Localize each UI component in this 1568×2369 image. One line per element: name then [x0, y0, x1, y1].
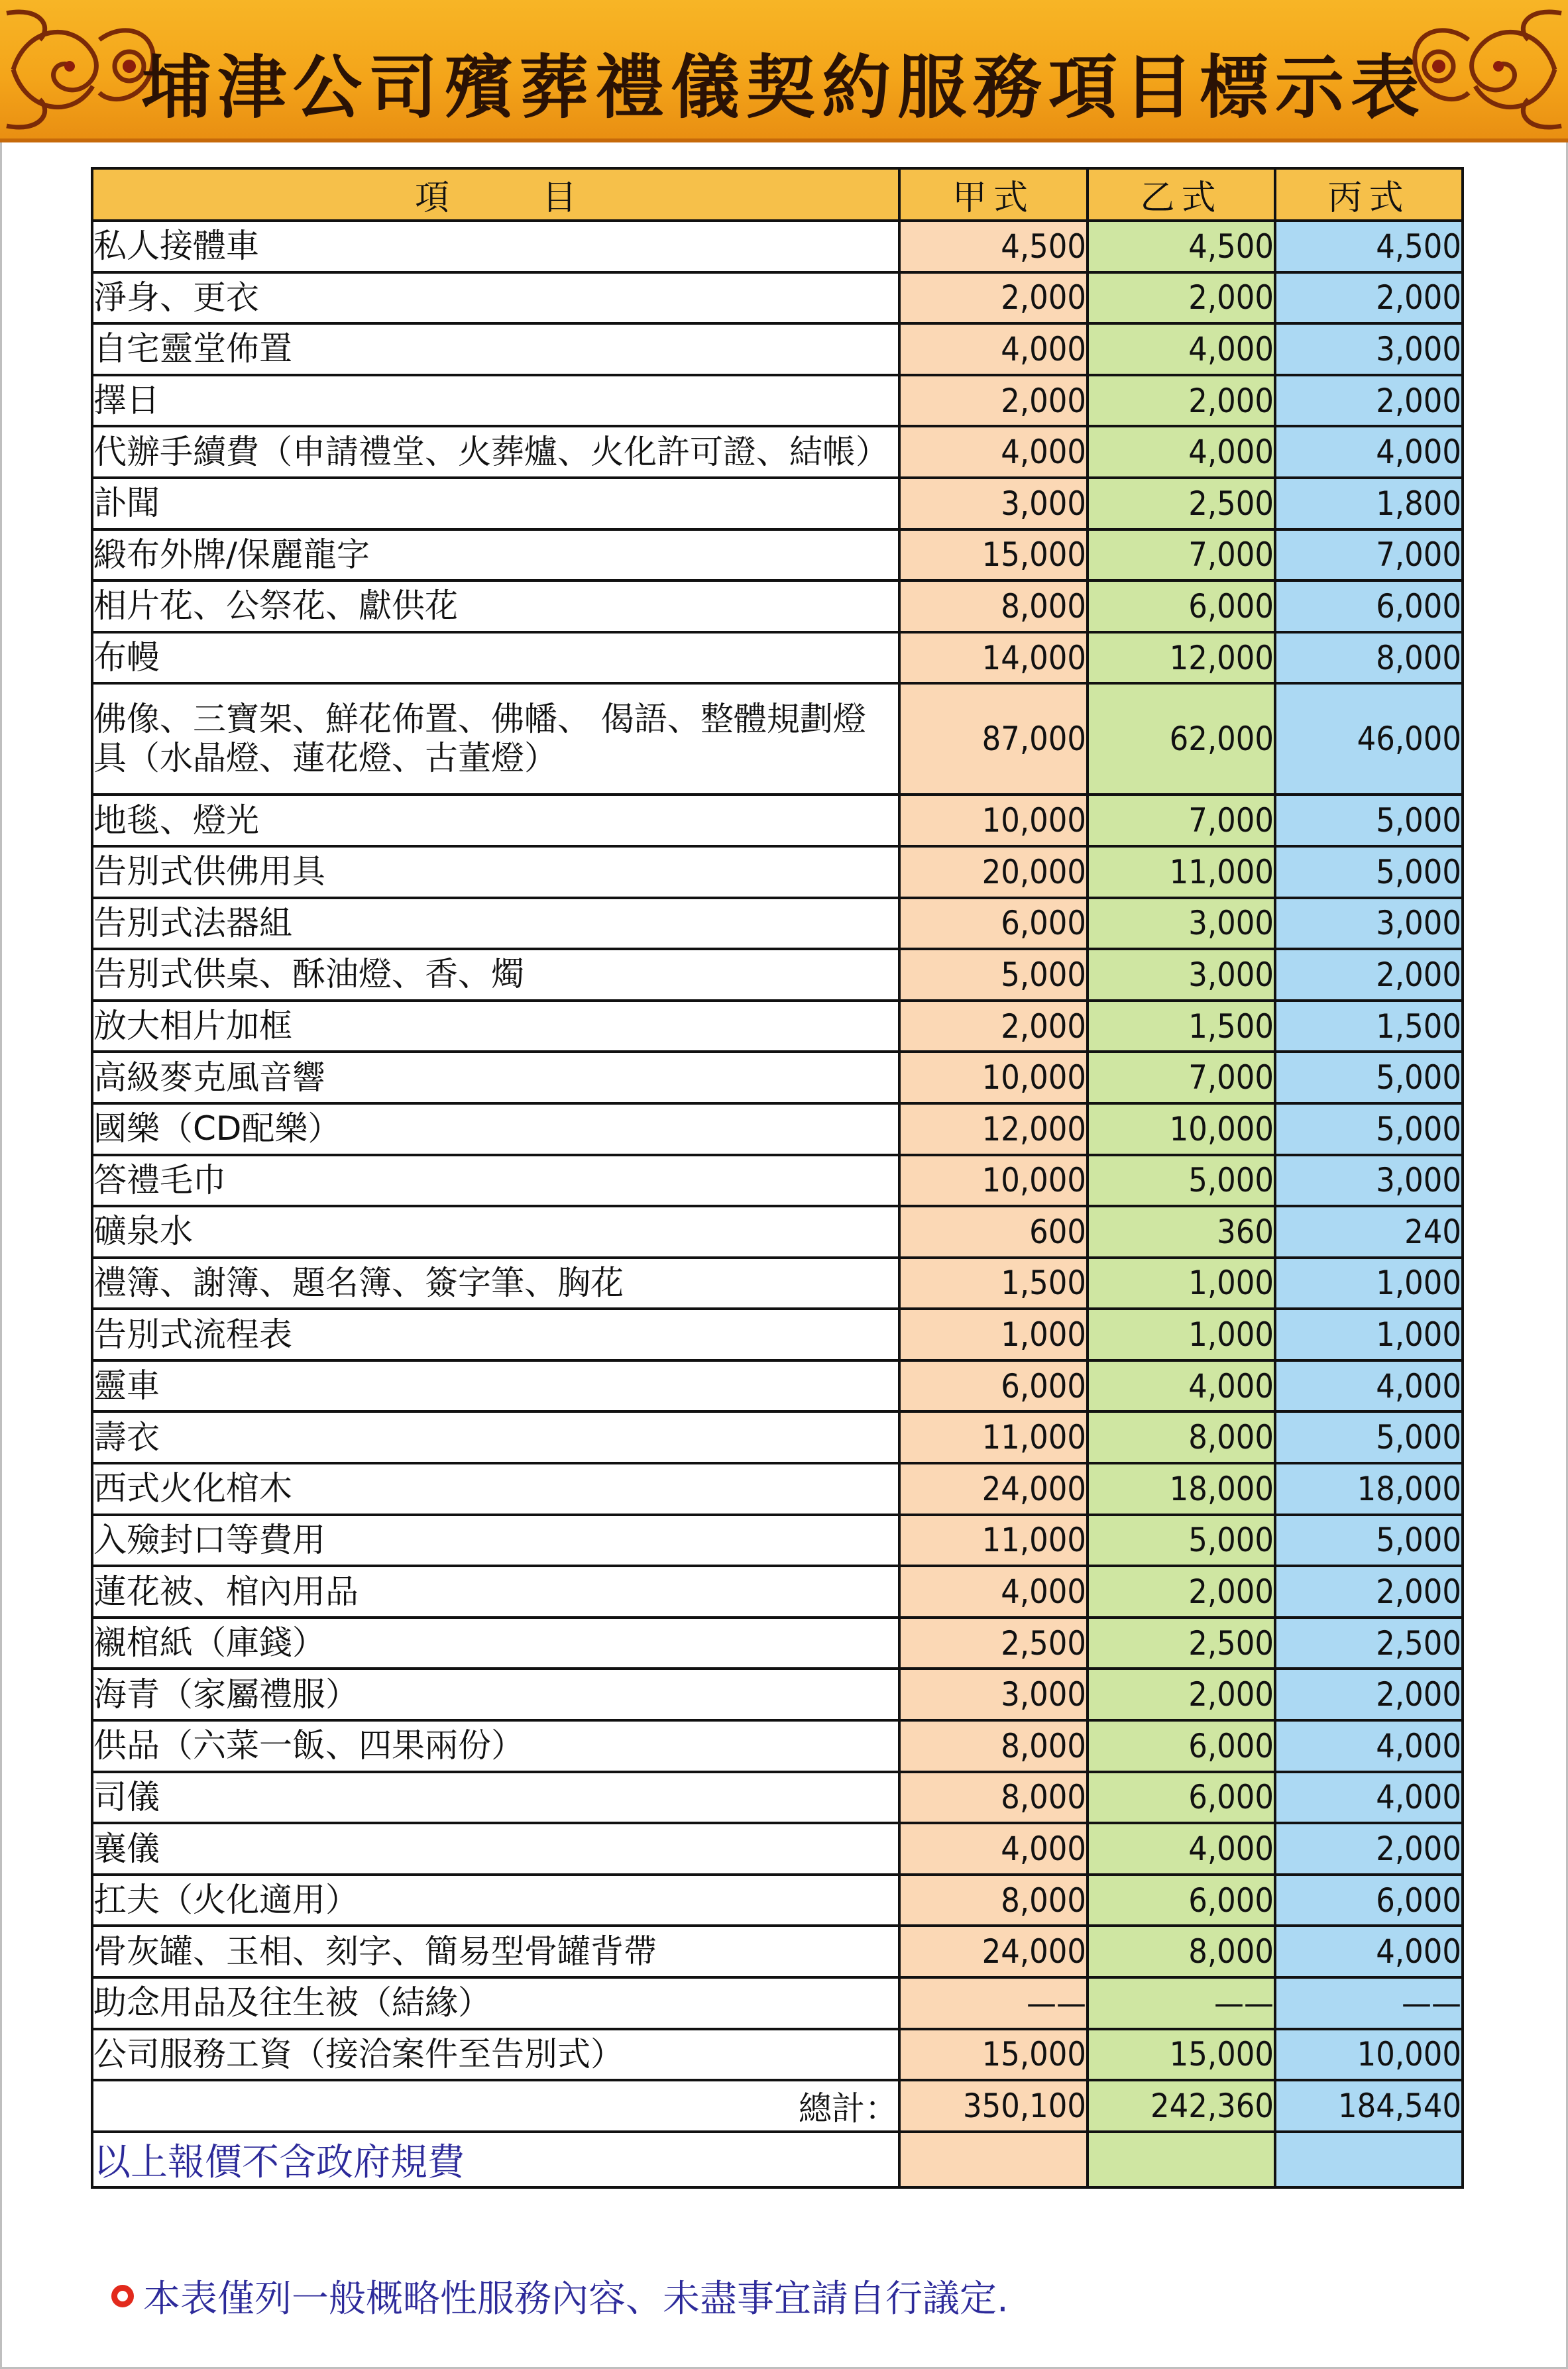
price-plan-c: 4,500: [1275, 221, 1463, 272]
note-row: [92, 2132, 1463, 2187]
header-plan-b: 乙式: [1088, 168, 1275, 221]
price-plan-c: 6,000: [1275, 1875, 1463, 1926]
table-row: [92, 1411, 1463, 1463]
item-name: 壽衣: [92, 1411, 899, 1463]
bullet-circle-icon: [111, 2285, 134, 2307]
total-label: 總計：: [92, 2080, 899, 2132]
price-plan-b: 6,000: [1088, 1875, 1275, 1926]
title-banner: [0, 0, 1568, 142]
table-row: [92, 1720, 1463, 1772]
header-plan-c: 丙式: [1275, 168, 1463, 221]
price-plan-a: 20,000: [899, 846, 1088, 898]
item-name: 告別式供佛用具: [92, 846, 899, 898]
price-plan-a: 8,000: [899, 1720, 1088, 1772]
price-plan-a: 8,000: [899, 580, 1088, 632]
price-plan-c: 4,000: [1275, 1360, 1463, 1412]
price-plan-b: 7,000: [1088, 795, 1275, 846]
price-plan-b: 8,000: [1088, 1411, 1275, 1463]
price-plan-a: 24,000: [899, 1463, 1088, 1515]
table-row: [92, 1977, 1463, 2029]
price-plan-c: 5,000: [1275, 795, 1463, 846]
price-plan-c: 4,000: [1275, 1772, 1463, 1824]
price-plan-b: 4,000: [1088, 1360, 1275, 1412]
table-row: [92, 1309, 1463, 1360]
price-plan-b: 1,500: [1088, 1001, 1275, 1052]
table-row: [92, 1875, 1463, 1926]
item-name: 佛像、三寶架、鮮花佈置、佛幡、 偈語、整體規劃燈具（水晶燈、蓮花燈、古董燈）: [92, 683, 899, 795]
item-name: 海青（家屬禮服）: [92, 1669, 899, 1720]
item-name: 答禮毛巾: [92, 1155, 899, 1207]
price-plan-c: 5,000: [1275, 1411, 1463, 1463]
price-plan-a: 4,000: [899, 426, 1088, 478]
price-plan-b: 10,000: [1088, 1103, 1275, 1155]
table-row: [92, 2029, 1463, 2081]
price-plan-a: 1,500: [899, 1258, 1088, 1309]
table-row: [92, 795, 1463, 846]
price-plan-b: 12,000: [1088, 632, 1275, 684]
item-name: 布幔: [92, 632, 899, 684]
price-plan-a: 3,000: [899, 478, 1088, 529]
table-row: [92, 580, 1463, 632]
table-row: [92, 272, 1463, 324]
price-plan-c: 2,000: [1275, 949, 1463, 1001]
table-row: [92, 949, 1463, 1001]
price-plan-c: 5,000: [1275, 1052, 1463, 1103]
price-plan-a: 2,000: [899, 272, 1088, 324]
table-row: [92, 478, 1463, 529]
item-name: 供品（六菜一飯、四果兩份）: [92, 1720, 899, 1772]
price-plan-c: 46,000: [1275, 683, 1463, 795]
table-row: [92, 683, 1463, 795]
item-name: 扛夫（火化適用）: [92, 1875, 899, 1926]
price-plan-c: 5,000: [1275, 1515, 1463, 1567]
table-row: [92, 529, 1463, 581]
table-row: [92, 1463, 1463, 1515]
item-name: 禮簿、謝簿、題名簿、簽字筆、胸花: [92, 1258, 899, 1309]
table-row: [92, 221, 1463, 272]
note-cell-a: [899, 2132, 1088, 2187]
price-plan-c: 7,000: [1275, 529, 1463, 581]
table-row: [92, 323, 1463, 375]
price-plan-c: 2,000: [1275, 1823, 1463, 1875]
item-name: 告別式流程表: [92, 1309, 899, 1360]
price-plan-b: 6,000: [1088, 1720, 1275, 1772]
item-name: 放大相片加框: [92, 1001, 899, 1052]
item-name: 緞布外牌/保麗龍字: [92, 529, 899, 581]
table-body: [92, 221, 1463, 2080]
price-plan-b: 4,500: [1088, 221, 1275, 272]
price-plan-b: 8,000: [1088, 1926, 1275, 1977]
total-plan-b: 242,360: [1088, 2080, 1275, 2132]
item-name: 淨身、更衣: [92, 272, 899, 324]
price-plan-a: 11,000: [899, 1515, 1088, 1567]
item-name: 國樂（CD配樂）: [92, 1103, 899, 1155]
price-plan-b: 2,000: [1088, 272, 1275, 324]
table-row: [92, 1001, 1463, 1052]
price-plan-b: 1,000: [1088, 1258, 1275, 1309]
total-row: [92, 2080, 1463, 2132]
price-plan-c: 2,000: [1275, 1566, 1463, 1618]
header-plan-a: 甲式: [899, 168, 1088, 221]
item-name: 襄儀: [92, 1823, 899, 1875]
price-plan-a: 4,000: [899, 1823, 1088, 1875]
price-plan-b: 2,000: [1088, 375, 1275, 427]
item-name: 公司服務工資（接洽案件至告別式）: [92, 2029, 899, 2081]
price-plan-c: 4,000: [1275, 426, 1463, 478]
price-plan-c: 2,000: [1275, 272, 1463, 324]
item-name: 訃聞: [92, 478, 899, 529]
price-plan-c: 18,000: [1275, 1463, 1463, 1515]
table-row: [92, 1618, 1463, 1669]
price-plan-c: 3,000: [1275, 323, 1463, 375]
table-row: [92, 1155, 1463, 1207]
ornament-right-icon: [1396, 0, 1568, 139]
table-row: [92, 1103, 1463, 1155]
item-name: 司儀: [92, 1772, 899, 1824]
item-name: 自宅靈堂佈置: [92, 323, 899, 375]
price-plan-a: 87,000: [899, 683, 1088, 795]
price-plan-c: ——: [1275, 1977, 1463, 2029]
table-row: [92, 1206, 1463, 1258]
price-plan-a: 8,000: [899, 1772, 1088, 1824]
item-name: 礦泉水: [92, 1206, 899, 1258]
price-plan-c: 5,000: [1275, 846, 1463, 898]
note-cell-b: [1088, 2132, 1275, 2187]
item-name: 相片花、公祭花、獻供花: [92, 580, 899, 632]
page-title: 埔津公司殯葬禮儀契約服務項目標示表: [141, 47, 1426, 128]
price-plan-b: 7,000: [1088, 1052, 1275, 1103]
price-plan-b: 3,000: [1088, 949, 1275, 1001]
price-plan-a: 15,000: [899, 2029, 1088, 2081]
price-plan-b: 62,000: [1088, 683, 1275, 795]
table-row: [92, 1360, 1463, 1412]
price-plan-b: 18,000: [1088, 1463, 1275, 1515]
price-plan-b: 5,000: [1088, 1155, 1275, 1207]
price-plan-b: 6,000: [1088, 580, 1275, 632]
price-plan-b: 4,000: [1088, 426, 1275, 478]
table-row: [92, 1052, 1463, 1103]
price-plan-b: 4,000: [1088, 1823, 1275, 1875]
price-plan-b: ——: [1088, 1977, 1275, 2029]
item-name: 蓮花被、棺內用品: [92, 1566, 899, 1618]
item-name: 高級麥克風音響: [92, 1052, 899, 1103]
price-plan-b: 2,000: [1088, 1669, 1275, 1720]
price-plan-a: 10,000: [899, 795, 1088, 846]
price-plan-c: 8,000: [1275, 632, 1463, 684]
price-plan-b: 3,000: [1088, 898, 1275, 950]
item-name: 擇日: [92, 375, 899, 427]
price-plan-c: 3,000: [1275, 898, 1463, 950]
price-plan-a: 2,000: [899, 375, 1088, 427]
item-name: 告別式法器組: [92, 898, 899, 950]
price-plan-b: 6,000: [1088, 1772, 1275, 1824]
price-plan-a: 2,500: [899, 1618, 1088, 1669]
price-plan-c: 5,000: [1275, 1103, 1463, 1155]
price-plan-a: 6,000: [899, 1360, 1088, 1412]
item-name: 告別式供桌、酥油燈、香、燭: [92, 949, 899, 1001]
price-plan-c: 6,000: [1275, 580, 1463, 632]
price-plan-a: 3,000: [899, 1669, 1088, 1720]
price-plan-b: 11,000: [1088, 846, 1275, 898]
price-plan-b: 15,000: [1088, 2029, 1275, 2081]
item-name: 地毯、燈光: [92, 795, 899, 846]
price-plan-b: 2,000: [1088, 1566, 1275, 1618]
price-plan-a: 4,000: [899, 323, 1088, 375]
price-plan-c: 2,500: [1275, 1618, 1463, 1669]
note-cell-c: [1275, 2132, 1463, 2187]
fee-note: 以上報價不含政府規費: [92, 2132, 899, 2187]
price-plan-b: 1,000: [1088, 1309, 1275, 1360]
price-plan-a: 6,000: [899, 898, 1088, 950]
price-plan-b: 7,000: [1088, 529, 1275, 581]
price-plan-a: 10,000: [899, 1052, 1088, 1103]
price-plan-a: 1,000: [899, 1309, 1088, 1360]
price-plan-c: 4,000: [1275, 1720, 1463, 1772]
price-plan-c: 4,000: [1275, 1926, 1463, 1977]
price-plan-c: 3,000: [1275, 1155, 1463, 1207]
price-plan-a: 2,000: [899, 1001, 1088, 1052]
table-row: [92, 898, 1463, 950]
table-header-row: [92, 168, 1463, 221]
table-row: [92, 1669, 1463, 1720]
price-plan-a: 12,000: [899, 1103, 1088, 1155]
item-name: 助念用品及往生被（結緣）: [92, 1977, 899, 2029]
table-row: [92, 1823, 1463, 1875]
price-plan-b: 2,500: [1088, 478, 1275, 529]
price-plan-a: 15,000: [899, 529, 1088, 581]
footnote: [111, 2270, 1009, 2323]
table-row: [92, 846, 1463, 898]
item-name: 代辦手續費（申請禮堂、火葬爐、火化許可證、結帳）: [92, 426, 899, 478]
price-plan-a: ——: [899, 1977, 1088, 2029]
price-plan-c: 2,000: [1275, 375, 1463, 427]
total-plan-a: 350,100: [899, 2080, 1088, 2132]
price-plan-a: 4,000: [899, 1566, 1088, 1618]
price-plan-c: 1,800: [1275, 478, 1463, 529]
total-plan-c: 184,540: [1275, 2080, 1463, 2132]
price-plan-a: 5,000: [899, 949, 1088, 1001]
price-plan-a: 10,000: [899, 1155, 1088, 1207]
price-plan-c: 1,500: [1275, 1001, 1463, 1052]
price-plan-b: 4,000: [1088, 323, 1275, 375]
price-plan-a: 8,000: [899, 1875, 1088, 1926]
price-plan-a: 4,500: [899, 221, 1088, 272]
price-plan-c: 1,000: [1275, 1258, 1463, 1309]
price-plan-c: 240: [1275, 1206, 1463, 1258]
table-row: [92, 1566, 1463, 1618]
price-plan-c: 2,000: [1275, 1669, 1463, 1720]
table-row: [92, 1515, 1463, 1567]
item-name: 私人接體車: [92, 221, 899, 272]
item-name: 骨灰罐、玉相、刻字、簡易型骨罐背帶: [92, 1926, 899, 1977]
table-row: [92, 375, 1463, 427]
price-plan-c: 10,000: [1275, 2029, 1463, 2081]
table-row: [92, 1772, 1463, 1824]
table-row: [92, 632, 1463, 684]
item-name: 靈車: [92, 1360, 899, 1412]
price-plan-a: 11,000: [899, 1411, 1088, 1463]
table-row: [92, 426, 1463, 478]
price-table: [91, 167, 1464, 2189]
footnote-text: 本表僅列一般概略性服務內容、未盡事宜請自行議定.: [143, 2278, 1009, 2321]
table-row: [92, 1258, 1463, 1309]
price-plan-a: 24,000: [899, 1926, 1088, 1977]
price-plan-b: 2,500: [1088, 1618, 1275, 1669]
price-plan-c: 1,000: [1275, 1309, 1463, 1360]
header-item: 項目: [92, 168, 899, 221]
item-name: 西式火化棺木: [92, 1463, 899, 1515]
price-plan-b: 360: [1088, 1206, 1275, 1258]
price-plan-a: 600: [899, 1206, 1088, 1258]
price-plan-b: 5,000: [1088, 1515, 1275, 1567]
table-row: [92, 1926, 1463, 1977]
item-name: 襯棺紙（庫錢）: [92, 1618, 899, 1669]
item-name: 入殮封口等費用: [92, 1515, 899, 1567]
price-plan-a: 14,000: [899, 632, 1088, 684]
